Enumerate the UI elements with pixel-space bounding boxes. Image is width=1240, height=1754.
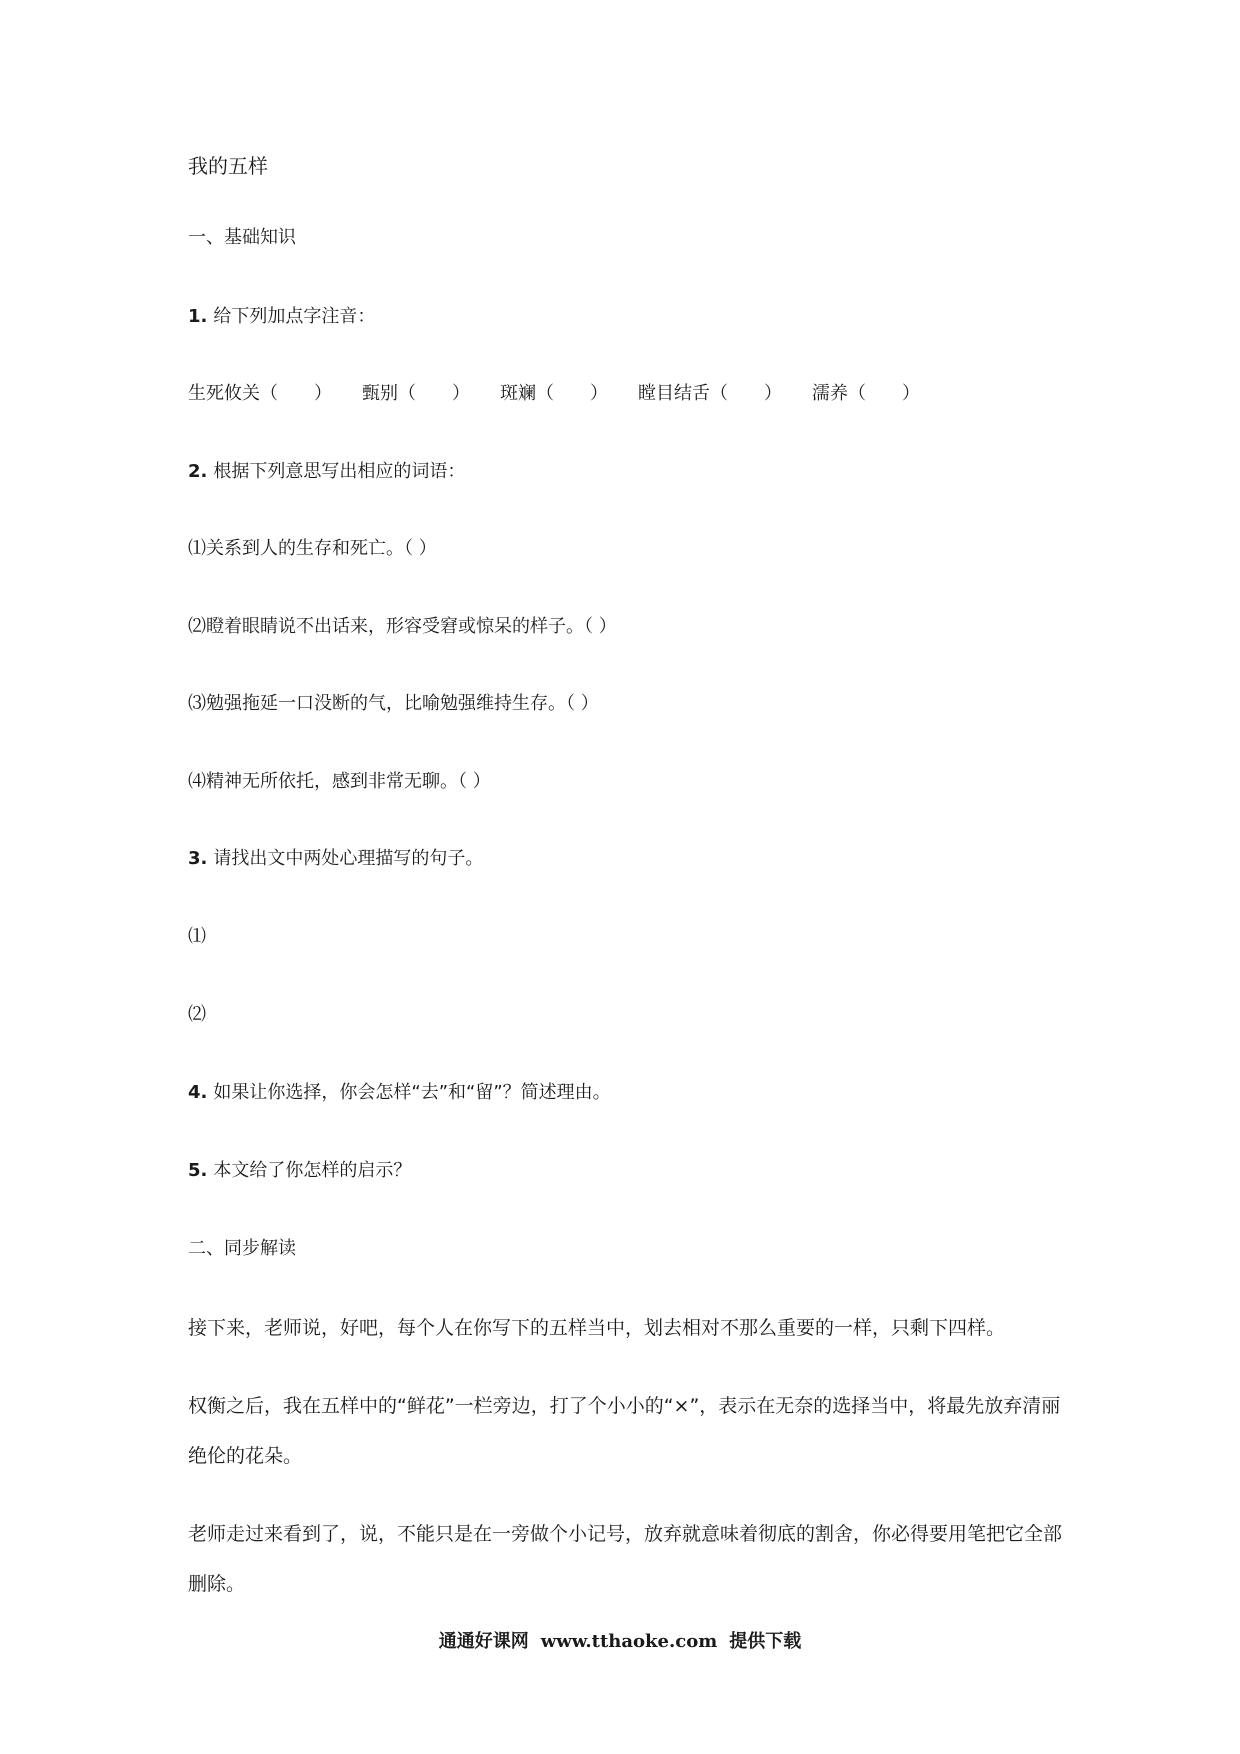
question-4-number: 4. [188, 1082, 208, 1103]
question-1 [188, 304, 375, 330]
question-5 [188, 1158, 411, 1184]
section2-heading: 二、同步解读 [188, 1238, 296, 1259]
footer-suffix: 提供下载 [729, 1631, 802, 1652]
footer-site-name: 通通好课网 [438, 1631, 529, 1652]
pinyin-word: 甄别（ ） [362, 383, 470, 404]
question-3-item: ⑵ [188, 1004, 206, 1025]
question-2-item: ⑶勉强拖延一口没断的气，比喻勉强维持生存。（ ） [188, 693, 599, 714]
document-title: 我的五样 [188, 154, 268, 178]
paragraph-line: 删除。 [188, 1573, 246, 1595]
paragraph-line: 权衡之后，我在五样中的“鲜花”一栏旁边，打了个小小的“×”，表示在无奈的选择当中，将最先放弃清丽 [188, 1395, 1061, 1417]
question-2-text: 根据下列意思写出相应的词语： [213, 461, 466, 482]
question-2 [188, 459, 465, 485]
question-1-words [188, 381, 950, 407]
question-5-number: 5. [188, 1160, 208, 1181]
paragraph-line: 绝伦的花朵。 [188, 1445, 303, 1467]
question-3 [188, 846, 483, 872]
question-2-number: 2. [188, 461, 208, 482]
pinyin-word: 斑斓（ ） [500, 383, 608, 404]
question-2-item: ⑵瞪着眼睛说不出话来，形容受窘或惊呆的样子。（ ） [188, 616, 617, 637]
question-3-text: 请找出文中两处心理描写的句子。 [213, 848, 484, 869]
footer-url[interactable]: www.tthaoke.com [540, 1631, 718, 1652]
paragraph-line: 老师走过来看到了，说，不能只是在一旁做个小记号，放弃就意味着彻底的割舍，你必得要用笔把它全部 [188, 1523, 1063, 1545]
page-footer [0, 1627, 1240, 1653]
pinyin-word: 生死攸关（ ） [188, 383, 332, 404]
question-1-number: 1. [188, 306, 208, 327]
question-1-text: 给下列加点字注音： [213, 306, 376, 327]
question-3-number: 3. [188, 848, 208, 869]
pinyin-word: 濡养（ ） [812, 383, 920, 404]
question-4-text: 如果让你选择，你会怎样“去”和“留”？简述理由。 [213, 1082, 611, 1103]
pinyin-word: 瞠目结舌（ ） [638, 383, 782, 404]
section1-heading: 一、基础知识 [188, 227, 296, 248]
question-2-item: ⑷精神无所依托，感到非常无聊。（ ） [188, 771, 491, 792]
question-3-item: ⑴ [188, 926, 206, 947]
question-5-text: 本文给了你怎样的启示？ [213, 1160, 412, 1181]
question-2-item: ⑴关系到人的生存和死亡。（ ） [188, 538, 437, 559]
question-4 [188, 1080, 611, 1106]
paragraph-line: 接下来，老师说，好吧，每个人在你写下的五样当中，划去相对不那么重要的一样，只剩下四样。 [188, 1317, 1006, 1339]
